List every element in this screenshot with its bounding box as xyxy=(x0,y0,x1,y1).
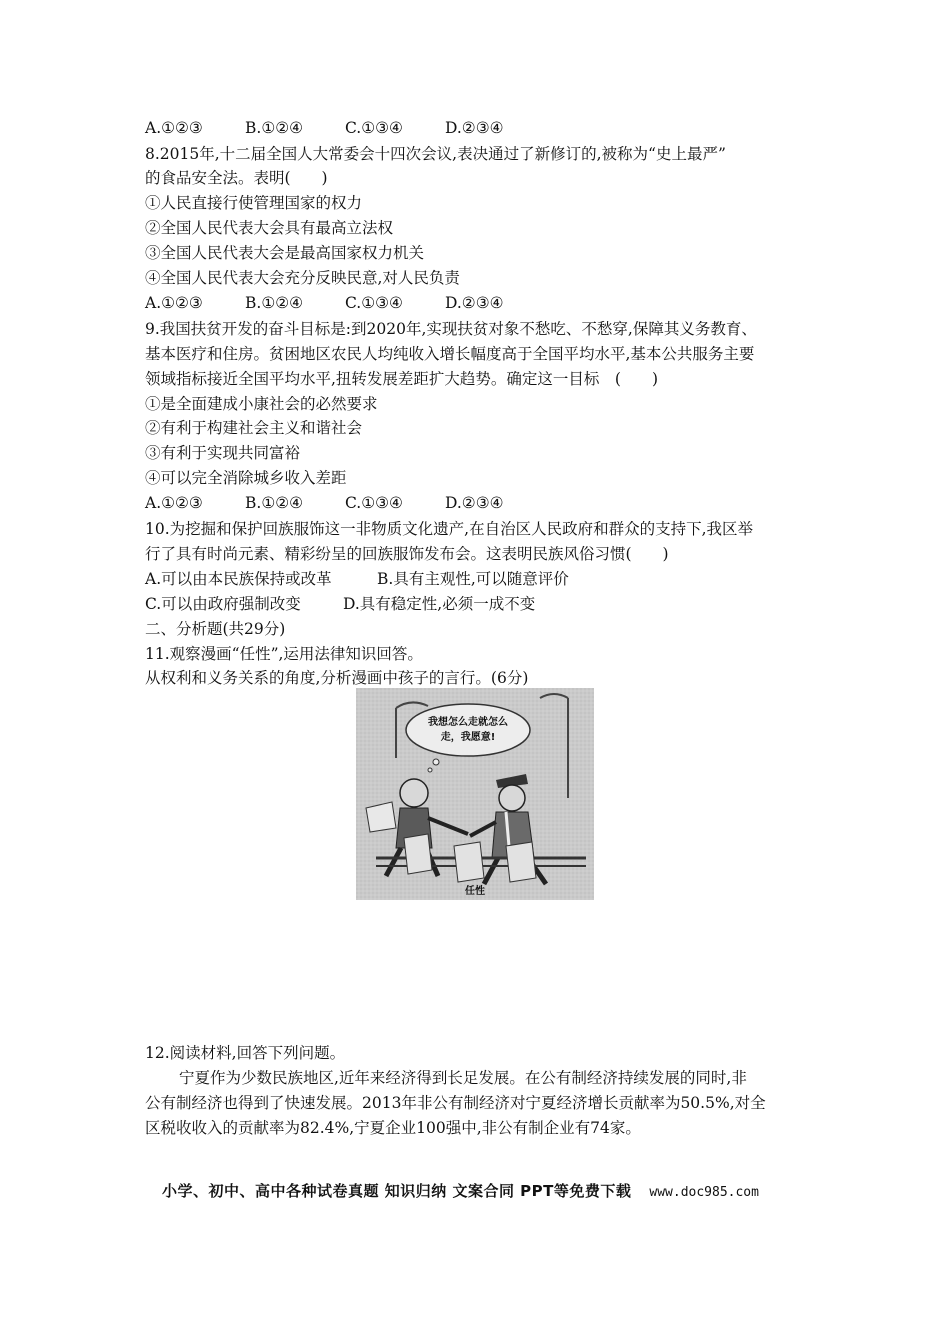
comic-caption: 任性 xyxy=(465,886,485,897)
footer-text: 小学、初中、高中各种试卷真题 知识归纳 文案合同 PPT等免费下载 xyxy=(162,1182,632,1200)
q12-material-line2: 公有制经济也得到了快速发展。2013年非公有制经济对宁夏经济增长贡献率为50.5%,对全 xyxy=(145,1094,766,1112)
q9-item-1: ①是全面建成小康社会的必然要求 xyxy=(145,395,378,413)
q12-material-line3: 区税收收入的贡献率为82.4%,宁夏企业100强中,非公有制企业有74家。 xyxy=(145,1119,641,1137)
q9-option-b: B.①②④ xyxy=(245,494,304,512)
q8-option-a: A.①②③ xyxy=(145,294,203,312)
q12-material-line1: 宁夏作为少数民族地区,近年来经济得到长足发展。在公有制经济持续发展的同时,非 xyxy=(179,1069,747,1087)
q10-option-d: D.具有稳定性,必须一成不变 xyxy=(343,595,536,613)
q11-stem-line1: 11.观察漫画“任性”,运用法律知识回答。 xyxy=(145,645,423,663)
footer-url[interactable]: www.doc985.com xyxy=(649,1185,759,1200)
q10-option-b: B.具有主观性,可以随意评价 xyxy=(377,570,569,588)
comic-speech-line1: 我想怎么走就怎么 xyxy=(428,717,508,728)
speech-bubble xyxy=(406,704,530,756)
q8-item-4: ④全国人民代表大会充分反映民意,对人民负责 xyxy=(145,269,460,287)
comic-image xyxy=(356,688,594,900)
q9-option-a: A.①②③ xyxy=(145,494,203,512)
q8-stem-line1: 8.2015年,十二届全国人大常委会十四次会议,表决通过了新修订的,被称为“史上最严” xyxy=(145,145,726,163)
q9-option-c: C.①③④ xyxy=(345,494,403,512)
q8-item-2: ②全国人民代表大会具有最高立法权 xyxy=(145,219,394,237)
q9-options xyxy=(145,492,504,514)
q8-stem-line2: 的食品安全法。表明( ) xyxy=(145,169,328,187)
q9-item-2: ②有利于构建社会主义和谐社会 xyxy=(145,419,363,437)
q10-option-a: A.可以由本民族保持或改革 xyxy=(145,570,332,588)
q10-stem-line1: 10.为挖掘和保护回族服饰这一非物质文化遗产,在自治区人民政府和群众的支持下,我区举 xyxy=(145,520,754,538)
q8-options xyxy=(145,292,504,314)
footer xyxy=(162,1180,759,1201)
q12-stem: 12.阅读材料,回答下列问题。 xyxy=(145,1044,346,1062)
q10-options-row1 xyxy=(145,568,569,590)
comic-drawing xyxy=(356,688,594,900)
q9-stem-line1: 9.我国扶贫开发的奋斗目标是:到2020年,实现扶贫对象不愁吃、不愁穿,保障其义务教育、 xyxy=(145,320,757,338)
q8-item-3: ③全国人民代表大会是最高国家权力机关 xyxy=(145,244,425,262)
section-heading: 二、分析题(共29分) xyxy=(145,620,286,638)
comic-speech-line2: 走，我愿意! xyxy=(440,732,496,743)
q8-option-d: D.②③④ xyxy=(445,294,504,312)
q9-item-3: ③有利于实现共同富裕 xyxy=(145,444,301,462)
q8-option-b: B.①②④ xyxy=(245,294,304,312)
q8-item-1: ①人民直接行使管理国家的权力 xyxy=(145,194,363,212)
q9-stem-line3: 领域指标接近全国平均水平,扭转发展差距扩大趋势。确定这一目标 ( ) xyxy=(145,370,659,388)
q7-option-c: C.①③④ xyxy=(345,119,403,137)
q11-stem-line2: 从权利和义务关系的角度,分析漫画中孩子的言行。(6分) xyxy=(145,669,529,687)
q7-option-d: D.②③④ xyxy=(445,119,504,137)
q8-option-c: C.①③④ xyxy=(345,294,403,312)
q7-options xyxy=(145,117,504,139)
q9-item-4: ④可以完全消除城乡收入差距 xyxy=(145,469,347,487)
q7-option-a: A.①②③ xyxy=(145,119,203,137)
q7-option-b: B.①②④ xyxy=(245,119,304,137)
q9-stem-line2: 基本医疗和住房。贫困地区农民人均纯收入增长幅度高于全国平均水平,基本公共服务主要 xyxy=(145,345,755,363)
q10-options-row2 xyxy=(145,593,535,615)
q10-option-c: C.可以由政府强制改变 xyxy=(145,595,301,613)
q9-option-d: D.②③④ xyxy=(445,494,504,512)
q10-stem-line2: 行了具有时尚元素、精彩纷呈的回族服饰发布会。这表明民族风俗习惯( ) xyxy=(145,545,669,563)
